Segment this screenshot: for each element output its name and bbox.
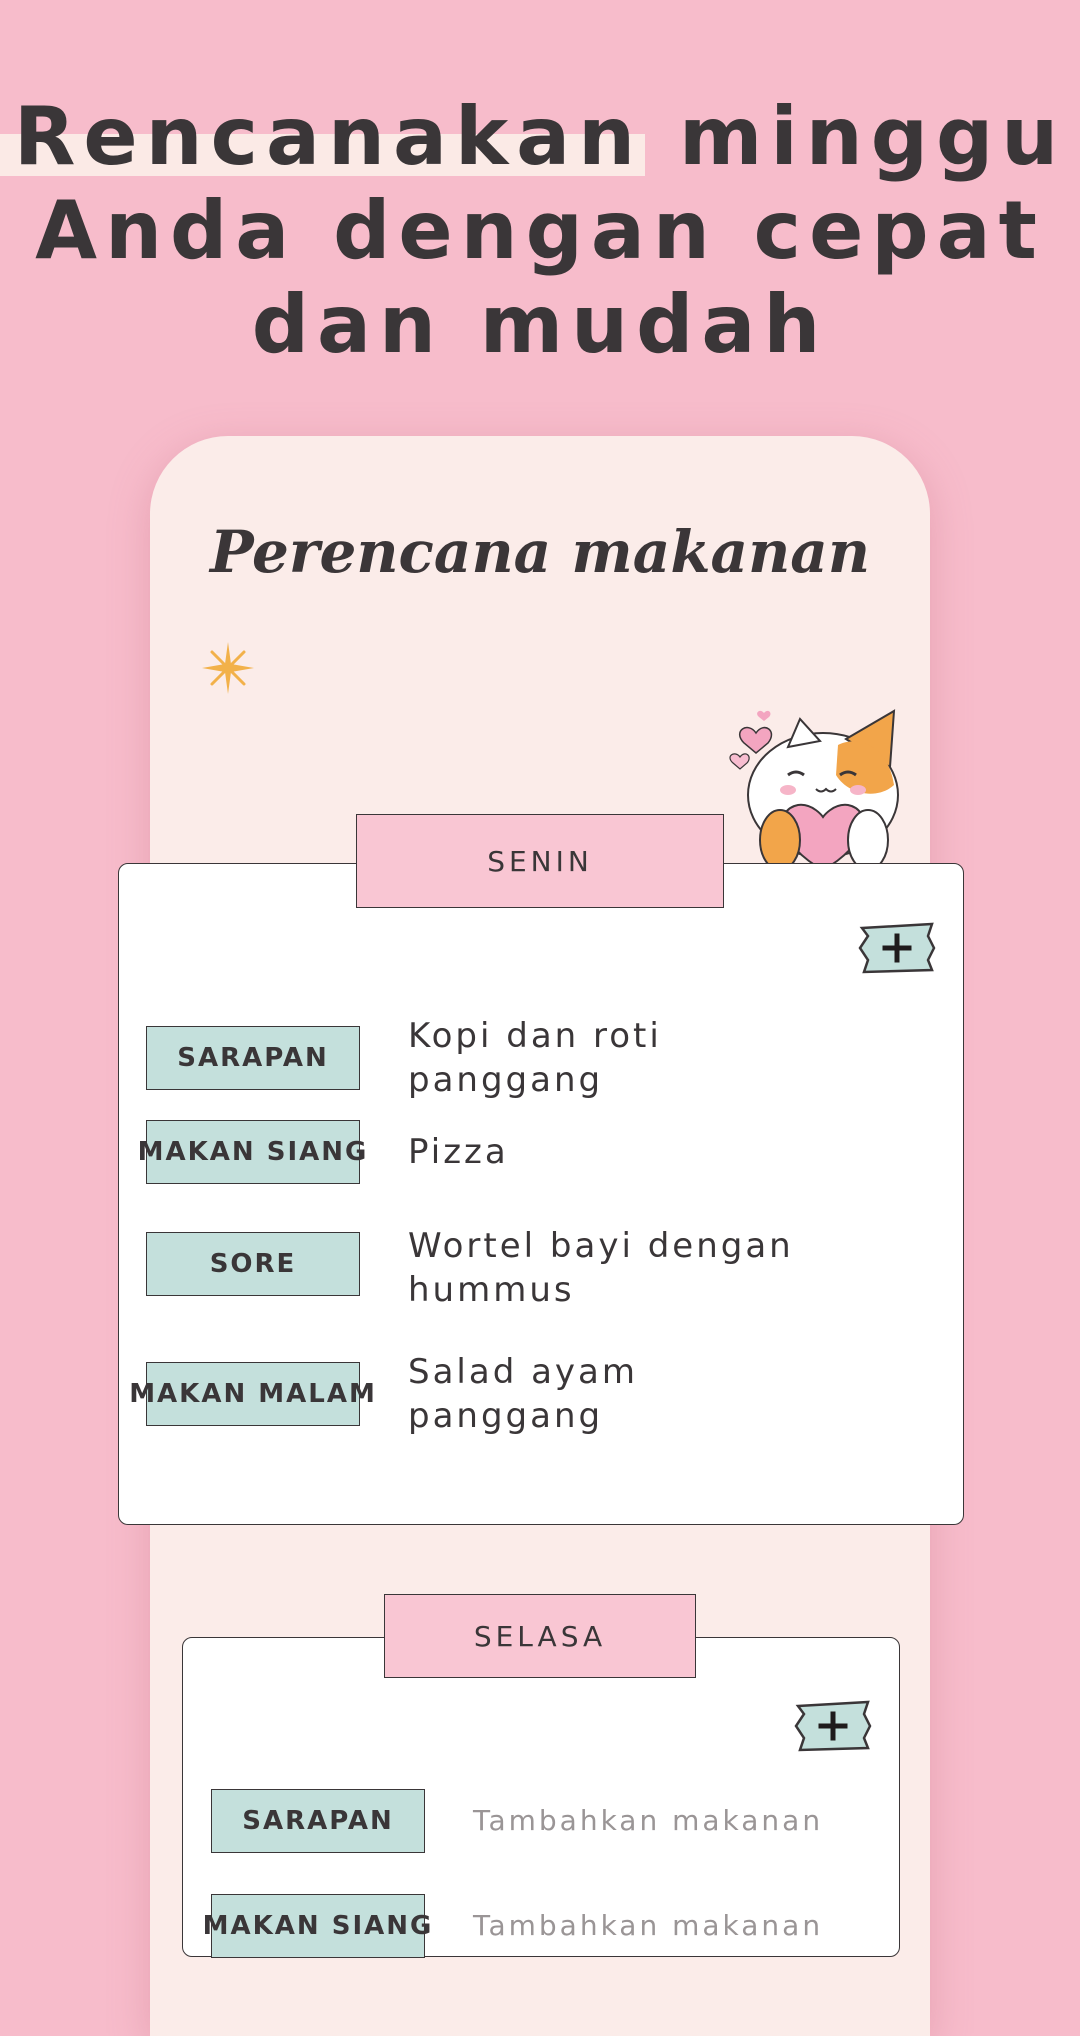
meal-row[interactable] [211, 1789, 873, 1853]
meal-row[interactable] [137, 1120, 808, 1184]
cat-illustration [718, 705, 918, 870]
meal-value[interactable]: Kopi dan roti panggang [408, 1016, 662, 1100]
headline-line-1-rest: minggu [643, 90, 1067, 183]
meal-label: MAKAN SIANG [146, 1120, 360, 1184]
headline-line-2: Anda dengan cepat [35, 184, 1045, 277]
meal-row[interactable] [146, 1224, 808, 1312]
headline [0, 90, 1080, 372]
meal-label: SORE [146, 1232, 360, 1296]
meal-row[interactable] [146, 1014, 808, 1102]
add-meal-button-tuesday[interactable] [794, 1700, 872, 1752]
add-meal-placeholder[interactable]: Tambahkan makanan [473, 1804, 824, 1837]
meal-label: SARAPAN [146, 1026, 360, 1090]
meal-value[interactable]: Pizza [408, 1132, 509, 1172]
add-meal-placeholder[interactable]: Tambahkan makanan [473, 1909, 824, 1942]
headline-highlight: Rencanakan [13, 90, 644, 183]
headline-line-3: dan mudah [251, 278, 829, 371]
meal-label: MAKAN MALAM [146, 1362, 360, 1426]
day-tab-tuesday[interactable]: SELASA [384, 1594, 696, 1678]
meal-value[interactable]: Salad ayam panggang [408, 1352, 638, 1436]
meal-label: MAKAN SIANG [211, 1894, 425, 1958]
app-title: Perencana makanan [209, 518, 871, 586]
meal-label: SARAPAN [211, 1789, 425, 1853]
meal-row[interactable] [202, 1894, 873, 1958]
day-tab-monday[interactable]: SENIN [356, 814, 724, 908]
meal-row[interactable] [129, 1350, 808, 1438]
headline-line-1 [0, 90, 1080, 184]
meal-value[interactable]: Wortel bayi dengan hummus [408, 1226, 794, 1310]
sparkle-icon [200, 640, 256, 696]
add-meal-button-monday[interactable] [858, 922, 936, 974]
